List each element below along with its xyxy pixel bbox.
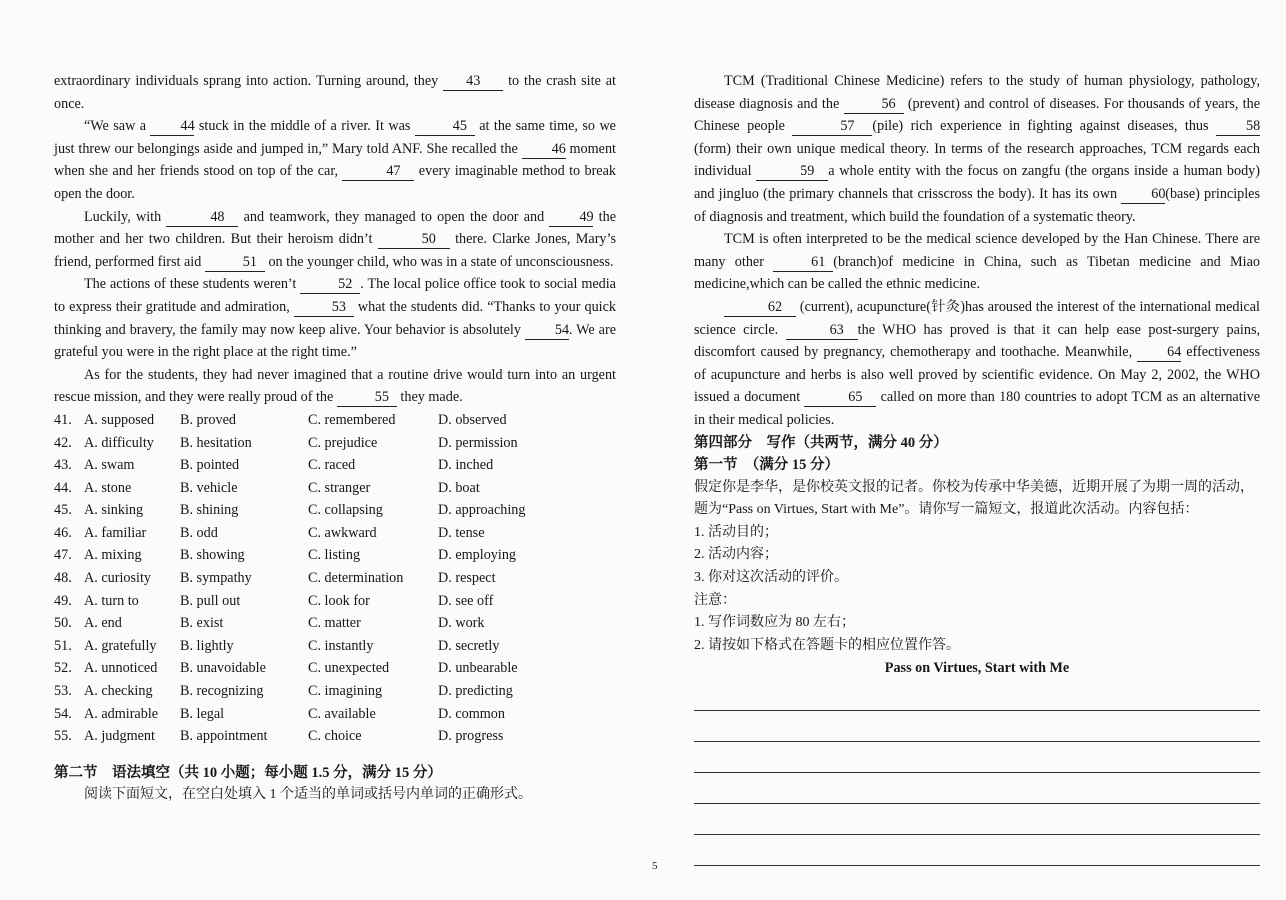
- option-c[interactable]: C. raced: [308, 457, 356, 474]
- option-b[interactable]: B. lightly: [180, 637, 234, 654]
- option-a[interactable]: A. admirable: [84, 705, 159, 722]
- option-row: [54, 612, 616, 635]
- option-d[interactable]: D. common: [438, 705, 505, 722]
- option-b[interactable]: B. vehicle: [180, 479, 238, 496]
- option-b[interactable]: B. pull out: [180, 592, 241, 609]
- answer-options: [54, 409, 616, 748]
- option-a[interactable]: A. checking: [84, 683, 153, 700]
- page-number: 5: [652, 860, 658, 872]
- left-column: [54, 70, 616, 807]
- option-d[interactable]: D. progress: [438, 728, 504, 745]
- option-row: [54, 590, 616, 613]
- option-d[interactable]: D. observed: [438, 411, 507, 428]
- option-row: [54, 703, 616, 726]
- option-b[interactable]: B. hesitation: [180, 434, 252, 451]
- option-b[interactable]: B. proved: [180, 411, 236, 428]
- blank-43: 43: [443, 73, 503, 91]
- option-b[interactable]: B. recognizing: [180, 683, 264, 700]
- option-row: [54, 432, 616, 455]
- option-c[interactable]: C. imagining: [308, 683, 383, 700]
- question-number: 50.: [54, 615, 72, 632]
- answer-line[interactable]: [694, 804, 1260, 835]
- blank-47: 47: [342, 163, 414, 181]
- question-number: 43.: [54, 457, 72, 474]
- answer-line[interactable]: [694, 773, 1260, 804]
- blank-58: 58: [1216, 118, 1260, 136]
- option-row: [54, 657, 616, 680]
- question-number: 42.: [54, 434, 72, 451]
- option-c[interactable]: C. listing: [308, 547, 361, 564]
- blank-60: 60: [1121, 186, 1165, 204]
- question-number: 41.: [54, 411, 72, 428]
- answer-line[interactable]: [694, 711, 1260, 742]
- option-c[interactable]: C. look for: [308, 592, 370, 609]
- option-row: [54, 635, 616, 658]
- option-d[interactable]: D. secretly: [438, 637, 500, 654]
- option-b[interactable]: B. unavoidable: [180, 660, 266, 677]
- option-b[interactable]: B. exist: [180, 615, 224, 632]
- section2-title: 第二节 语法填空（共 10 小题；每小题 1.5 分，满分 15 分）: [54, 764, 442, 781]
- blank-48: 48: [166, 209, 238, 227]
- option-b[interactable]: B. pointed: [180, 457, 240, 474]
- option-a[interactable]: A. swam: [84, 457, 135, 474]
- option-row: [54, 522, 616, 545]
- option-a[interactable]: A. curiosity: [84, 570, 151, 587]
- right-column: [694, 70, 1260, 866]
- question-number: 47.: [54, 547, 72, 564]
- question-number: 45.: [54, 502, 72, 519]
- option-a[interactable]: A. turn to: [84, 592, 139, 609]
- option-a[interactable]: A. unnoticed: [84, 660, 158, 677]
- answer-line[interactable]: [694, 742, 1260, 773]
- question-number: 46.: [54, 524, 72, 541]
- option-row: [54, 477, 616, 500]
- blank-62: 62: [724, 299, 796, 317]
- option-row: [54, 544, 616, 567]
- option-row: [54, 409, 616, 432]
- option-a[interactable]: A. stone: [84, 479, 132, 496]
- option-a[interactable]: A. difficulty: [84, 434, 154, 451]
- passage-paragraph-5: As for the students, they had never imagined that a routine drive would turn into an urgent rescue mission, and they were really proud of the 55 they made.: [54, 366, 616, 406]
- option-c[interactable]: C. remembered: [308, 411, 396, 428]
- blank-44: 44: [150, 118, 194, 136]
- writing-prompt: 假定你是李华，是你校英文报的记者。你校为传承中华美德，近期开展了为期一周的活动，题为“Pass on Virtues, Start with Me”。请你写一篇短文，报道此次活动。内容包括：: [694, 479, 1254, 518]
- option-c[interactable]: C. determination: [308, 570, 404, 587]
- note-1: 1. 写作词数应为 80 左右；: [694, 615, 855, 631]
- option-a[interactable]: A. judgment: [84, 728, 155, 745]
- option-d[interactable]: D. see off: [438, 592, 494, 609]
- option-a[interactable]: A. supposed: [84, 411, 155, 428]
- question-number: 44.: [54, 479, 72, 496]
- question-number: 53.: [54, 683, 72, 700]
- option-d[interactable]: D. predicting: [438, 683, 513, 700]
- option-d[interactable]: D. permission: [438, 434, 518, 451]
- passage-paragraph-3: Luckily, with 48 and teamwork, they managed to open the door and 49 the mother and her two children. But their heroism didn’t 50 there. Clarke Jones, Mary’s friend, performed first aid 51 on the younger child, who was in a state of unconsciousness.: [54, 208, 616, 270]
- passage-paragraph-1: extraordinary individuals sprang into action. Turning around, they 43 to the crash site at once.: [54, 73, 617, 112]
- option-c[interactable]: C. instantly: [308, 637, 374, 654]
- blank-54: 54: [525, 322, 569, 340]
- option-d[interactable]: D. boat: [438, 479, 480, 496]
- option-c[interactable]: C. prejudice: [308, 434, 378, 451]
- tcm-paragraph-2: TCM is often interpreted to be the medical science developed by the Han Chinese. There are many other 61 (branch)of medicine in China, such as Tibetan medicine and Miao medicine,which can be called the ethnic medicine.: [694, 231, 1260, 293]
- option-a[interactable]: A. end: [84, 615, 122, 632]
- answer-line[interactable]: [694, 680, 1260, 711]
- option-d[interactable]: D. respect: [438, 570, 496, 587]
- option-b[interactable]: B. appointment: [180, 728, 268, 745]
- blank-55: 55: [337, 389, 397, 407]
- option-d[interactable]: D. inched: [438, 457, 494, 474]
- blank-59: 59: [756, 163, 828, 181]
- blank-65: 65: [804, 389, 876, 407]
- option-c[interactable]: C. available: [308, 705, 376, 722]
- question-number: 48.: [54, 570, 72, 587]
- option-c[interactable]: C. collapsing: [308, 502, 383, 519]
- option-d[interactable]: D. tense: [438, 524, 485, 541]
- tcm-paragraph-3: 62 (current), acupuncture(针灸)has aroused the interest of the international medical science circle. 63 the WHO has proved is that it can help ease post-surgery pains, discomfort caused by pregnancy, chemotherapy and toothache. Meanwhile, 64 effectiveness of acupuncture and herbs is also well proved by scientific evidence. On May 2, 2002, the WHO issued a document 65 called on more than 180 countries to adopt TCM as an alternative in their medical policies.: [694, 298, 1261, 428]
- question-number: 55.: [54, 728, 72, 745]
- answer-lines: [694, 680, 1260, 866]
- question-number: 52.: [54, 660, 72, 677]
- option-b[interactable]: B. legal: [180, 705, 225, 722]
- note-2: 2. 请按如下格式在答题卡的相应位置作答。: [694, 637, 960, 653]
- option-a[interactable]: A. familiar: [84, 524, 147, 541]
- option-c[interactable]: C. stranger: [308, 479, 371, 496]
- option-row: [54, 499, 616, 522]
- option-c[interactable]: C. unexpected: [308, 660, 390, 677]
- blank-61: 61: [773, 254, 833, 272]
- option-row: [54, 454, 616, 477]
- option-row: [54, 567, 616, 590]
- option-b[interactable]: B. odd: [180, 524, 218, 541]
- tcm-paragraph-1: TCM (Traditional Chinese Medicine) refers to the study of human physiology, pathology, disease diagnosis and the 56 (prevent) and control of diseases. For thousands of years, the Chinese people 57 (pile) rich experience in fighting against diseases, thus 58 (form) their own unique medical theory. In terms of the research approaches, TCM regards each individual 59 a whole entity with the focus on zangfu (the organs inside a human body) and jingluo (the primary channels that crisscross the body). It has its own 60(base) principles of diagnosis and treatment, which build the foundation of a systematic theory.: [694, 73, 1261, 225]
- question-number: 49.: [54, 592, 72, 609]
- option-row: [54, 680, 616, 703]
- blank-53: 53: [294, 299, 354, 317]
- question-number: 54.: [54, 705, 72, 722]
- essay-title: Pass on Virtues, Start with Me: [884, 660, 1070, 677]
- note-title: 注意：: [694, 592, 736, 608]
- option-a[interactable]: A. sinking: [84, 502, 144, 519]
- option-a[interactable]: A. mixing: [84, 547, 142, 564]
- option-c[interactable]: C. choice: [308, 728, 362, 745]
- option-row: [54, 725, 616, 748]
- option-c[interactable]: C. matter: [308, 615, 361, 632]
- option-d[interactable]: D. unbearable: [438, 660, 518, 677]
- blank-50: 50: [378, 231, 450, 249]
- blank-63: 63: [786, 322, 858, 340]
- content-item-2: 2. 活动内容；: [694, 547, 778, 563]
- option-a[interactable]: A. gratefully: [84, 637, 157, 654]
- writing-section1-title: 第一节 （满分 15 分）: [694, 457, 839, 474]
- blank-51: 51: [205, 254, 265, 272]
- blank-46: 46: [522, 141, 566, 159]
- option-b[interactable]: B. showing: [180, 547, 245, 564]
- option-b[interactable]: B. sympathy: [180, 570, 252, 587]
- passage-paragraph-4: The actions of these students weren’t 52 . The local police office took to social media to express their gratitude and admiration, 53 what the students did. “Thanks to your quick thinking and bravery, the family may now keep alive. Your behavior is absolutely 54. We are grateful you were in the right place at the right time.”: [54, 276, 616, 361]
- passage-paragraph-2: “We saw a 44 stuck in the middle of a river. It was 45 at the same time, so we just threw our belongings aside and jumped in,” Mary told ANF. She recalled the 46 moment when she and her friends stood on top of the car, 47 every imaginable method to break open the door.: [54, 118, 616, 202]
- content-item-1: 1. 活动目的；: [694, 524, 778, 540]
- blank-64: 64: [1137, 344, 1181, 362]
- option-c[interactable]: C. awkward: [308, 524, 377, 541]
- content-item-3: 3. 你对这次活动的评价。: [694, 570, 848, 586]
- blank-45: 45: [415, 118, 475, 136]
- section2-instructions: 阅读下面短文，在空白处填入 1 个适当的单词或括号内单词的正确形式。: [84, 787, 532, 803]
- option-d[interactable]: D. employing: [438, 547, 517, 564]
- part4-title: 第四部分 写作（共两节，满分 40 分）: [694, 434, 948, 451]
- blank-56: 56: [844, 96, 904, 114]
- option-b[interactable]: B. shining: [180, 502, 239, 519]
- option-d[interactable]: D. work: [438, 615, 485, 632]
- blank-52: 52: [300, 276, 360, 294]
- blank-49: 49: [549, 209, 593, 227]
- blank-57: 57: [792, 118, 872, 136]
- question-number: 51.: [54, 637, 72, 654]
- option-d[interactable]: D. approaching: [438, 502, 526, 519]
- answer-line[interactable]: [694, 835, 1260, 866]
